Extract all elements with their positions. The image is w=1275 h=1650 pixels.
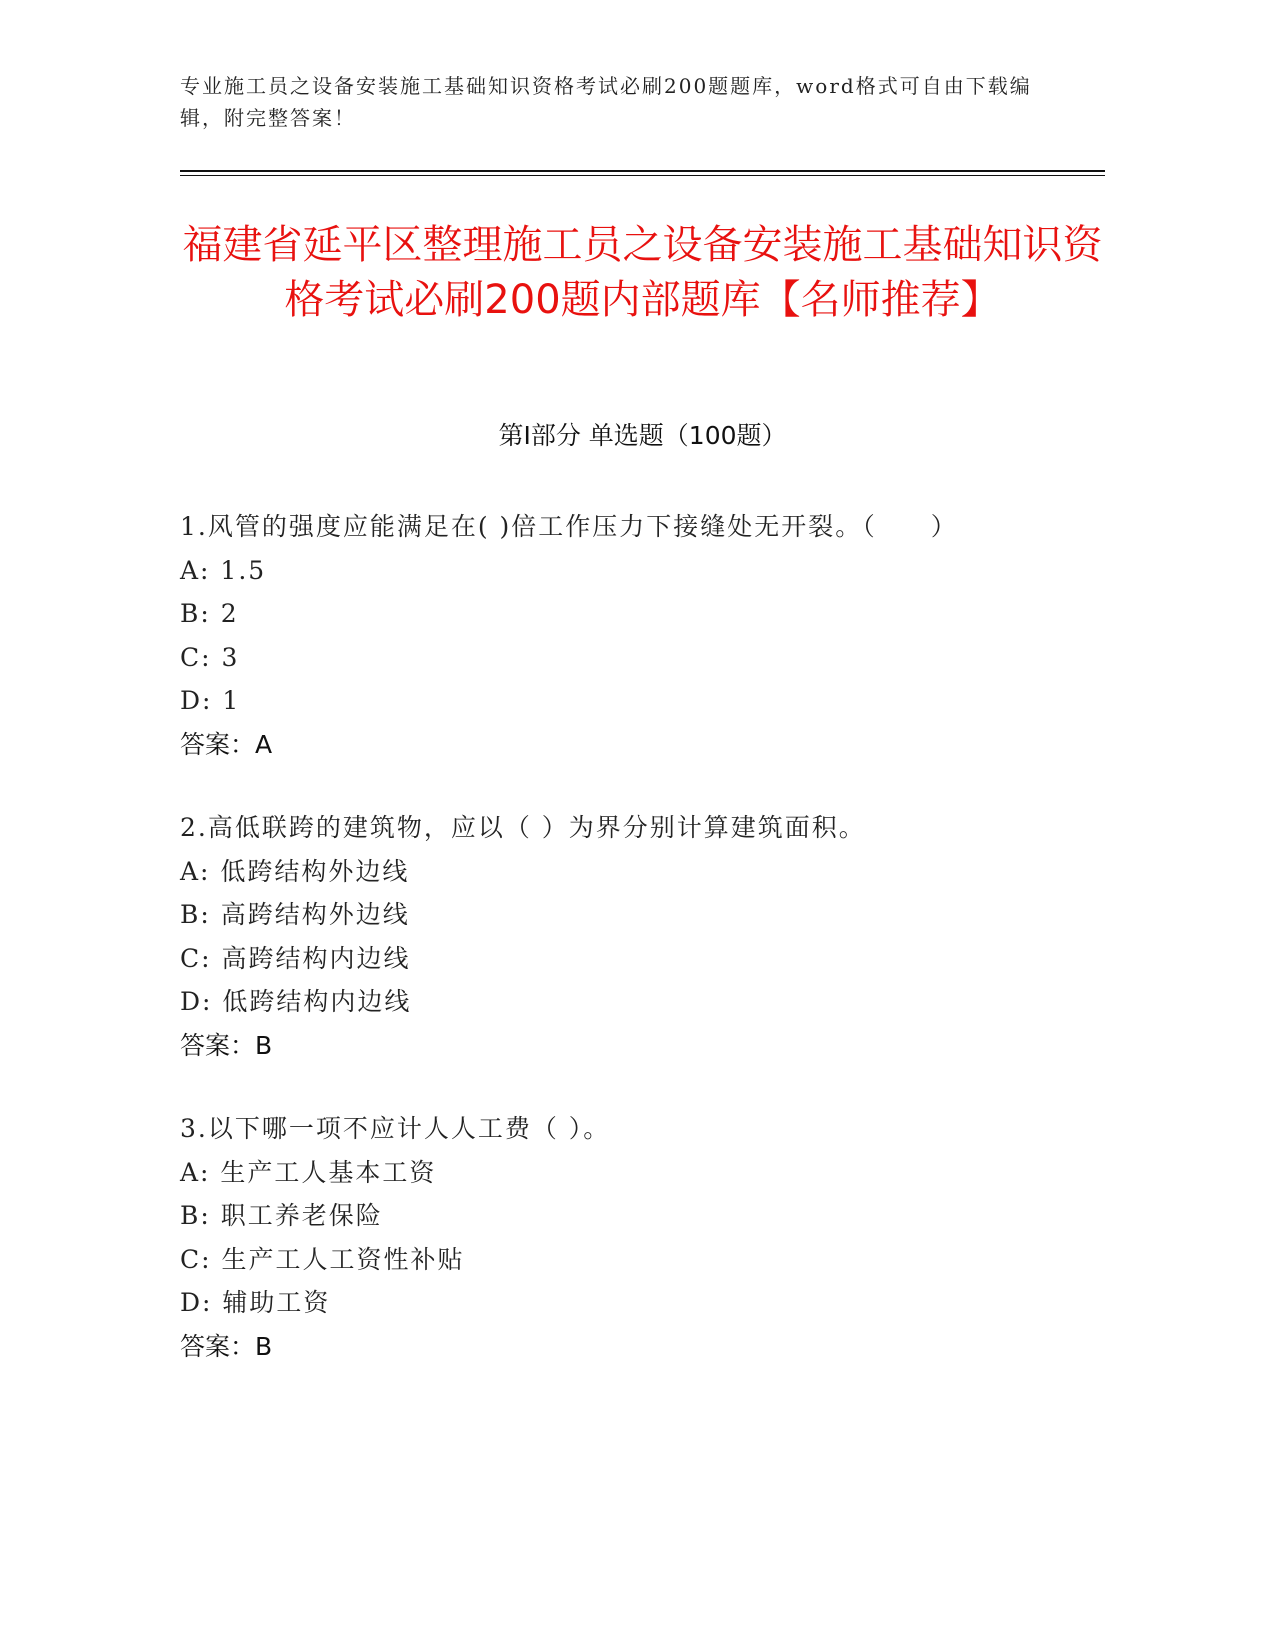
option-c: C: 高跨结构内边线 — [180, 943, 411, 973]
option-c: C: 生产工人工资性补贴 — [180, 1244, 465, 1274]
option-b: B: 职工养老保险 — [180, 1201, 383, 1230]
question-stem: 3.以下哪一项不应计人人工费（ ）。 — [180, 1114, 611, 1143]
header-note: 专业施工员之设备安装施工基础知识资格考试必刷200题题库，word格式可自由下载编辑，附完整答案！ — [180, 74, 1032, 130]
header-divider-thick — [180, 170, 1105, 172]
section-title: 第Ⅰ部分 单选题（100题） — [498, 421, 787, 450]
option-b: B: 高跨结构外边线 — [180, 900, 410, 929]
question-list — [180, 505, 1105, 1408]
option-a: A: 低跨结构外边线 — [180, 856, 410, 886]
question-3 — [180, 1107, 1105, 1368]
option-d: D: 1 — [180, 686, 241, 715]
question-stem: 1.风管的强度应能满足在( )倍工作压力下接缝处无开裂。（ ） — [180, 512, 958, 541]
option-b: B: 2 — [180, 599, 239, 628]
answer: 答案：B — [180, 1030, 273, 1060]
answer: 答案：B — [180, 1331, 273, 1361]
header-divider-thin — [180, 175, 1105, 176]
answer: 答案：A — [180, 729, 273, 759]
option-d: D: 辅助工资 — [180, 1288, 331, 1317]
option-a: A: 生产工人基本工资 — [180, 1157, 437, 1187]
option-d: D: 低跨结构内边线 — [180, 987, 412, 1016]
option-c: C: 3 — [180, 642, 240, 672]
question-stem: 2.高低联跨的建筑物，应以（ ）为界分别计算建筑面积。 — [180, 813, 866, 842]
question-1 — [180, 505, 1105, 766]
option-a: A: 1.5 — [180, 555, 267, 585]
document-title: 福建省延平区整理施工员之设备安装施工基础知识资格考试必刷200题内部题库【名师推荐】 — [182, 222, 1103, 323]
question-2 — [180, 806, 1105, 1067]
